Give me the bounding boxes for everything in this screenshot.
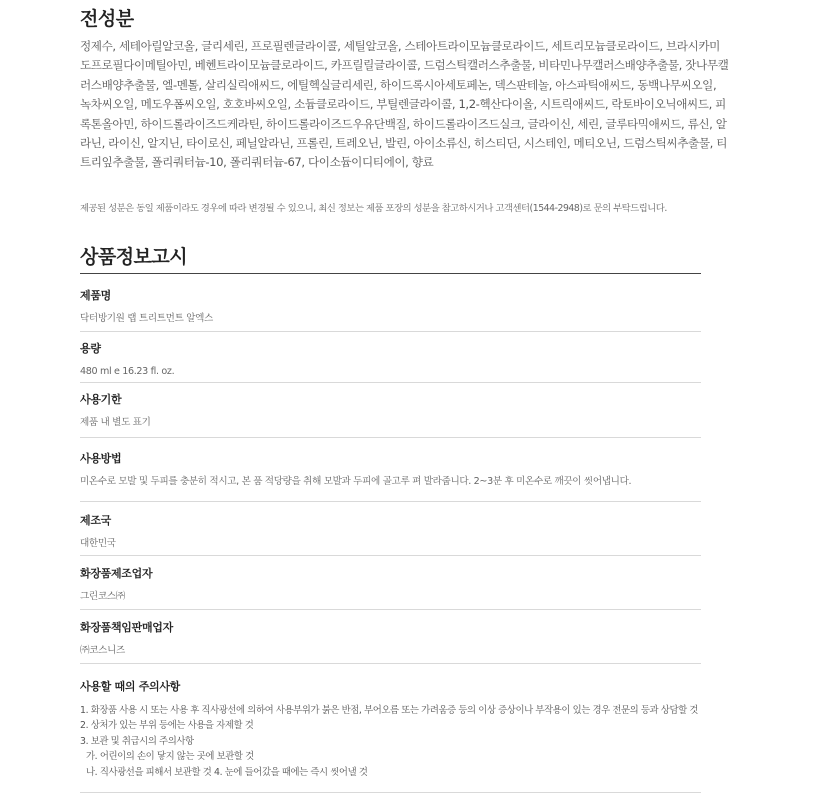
usage-cautions [80,680,701,780]
info-label: 용량 [80,342,101,355]
info-item-volume [80,342,701,378]
caution-line: 나. 직사광선을 피해서 보관할 것 4. 눈에 들어갔을 때에는 즉시 씻어낼 것 [86,766,368,778]
info-label: 화장품제조업자 [80,567,153,580]
info-value: ㈜코스니즈 [80,645,125,656]
info-item-usage [80,452,701,488]
info-value: 제품 내 별도 표기 [80,417,151,428]
caution-line: 3. 보관 및 취급시의 주의사항 [80,735,194,747]
product-info-title: 상품정보고시 [80,246,188,268]
ingredients-title: 전성분 [80,8,134,30]
caution-line: 1. 화장품 사용 시 또는 사용 후 직사광선에 의하여 사용부위가 붉은 반점, 부어오름 또는 가려움증 등의 이상 증상이나 부작용이 있는 경우 전문의 등과 상담할 것 [80,705,698,716]
info-label: 사용기한 [80,393,122,406]
info-divider [80,663,701,664]
info-value: 그린코스㈜ [80,591,125,602]
info-value: 닥터방기원 랩 트리트먼트 알엑스 [80,313,213,324]
info-divider [80,331,701,332]
caution-line: 2. 상처가 있는 부위 등에는 사용을 자제할 것 [80,720,254,732]
info-divider [80,555,701,556]
info-divider [80,792,701,793]
ingredients-list: 정제수, 세테아릴알코올, 글리세린, 프로필렌글라이콜, 세틸알코올, 스테아트라이모늄클로라이드, 세트리모늄클로라이드, 브라시카미도프로필다이메틸아민, 베헨트라이모늄클로라이드, 카프릴릴글라이콜, 드럼스틱캘러스추출물, 비타민나무캘러스배양추출물, 잣나무캘러스배양추출물, 엘-멘톨, 살리실릭애씨드, 에틸헥실글리세린, 하이드록시아세토페논, 덱스판테놀, 아스파틱애씨드, 동백나무씨오일, 녹차씨오일, 메도우폼씨오일, 호호바씨오일, 소듐클로라이드, 부틸렌글라이콜, 1,2-헥산다이올, 시트릭애씨드, 락토바이오닉애씨드, 피록톤올아민, 하이드롤라이즈드케라틴, 하이드롤라이즈드우유단백질, 하이드롤라이즈드실크, 글라이신, 세린, 글루타믹애씨드, 류신, 알라닌, 라이신, 알지닌, 타이로신, 페닐알라닌, 프롤린, 트레오닌, 발린, 아이소류신, 히스티딘, 시스테인, 메티오닌, 드럼스틱씨추출물, 티트리잎추출물, 폴리쿼터늄-10, 폴리쿼터늄-67, 다이소듐이디티에이, 향료 [80,39,729,170]
info-divider [80,609,701,610]
info-divider [80,382,701,383]
info-value: 미온수로 모발 및 두피를 충분히 적시고, 본 품 적당량을 취해 모발과 두피에 골고루 펴 발라줍니다. 2~3분 후 미온수로 깨끗이 씻어냅니다. [80,476,632,487]
info-item-product-name [80,289,701,325]
info-label: 제품명 [80,289,111,302]
info-item-country [80,514,701,550]
info-label: 화장품책임판매업자 [80,621,173,634]
info-divider [80,437,701,438]
cautions-label: 사용할 때의 주의사항 [80,680,180,693]
cautions-list [80,703,701,780]
info-label: 사용방법 [80,452,122,465]
info-divider [80,501,701,502]
info-item-manufacturer [80,567,701,603]
ingredients-notice: 제공된 성분은 동일 제품이라도 경우에 따라 변경될 수 있으니, 최신 정보는 제품 포장의 성분을 참고하시거나 고객센터(1544-2948)로 문의 부탁드립니다. [80,203,667,214]
info-value: 대한민국 [80,538,116,549]
info-label: 제조국 [80,514,111,527]
info-value: 480 ml e 16.23 fl. oz. [80,366,175,377]
info-item-expiry [80,393,701,429]
product-info-top-divider [80,273,701,274]
info-item-distributor [80,621,701,657]
caution-line: 가. 어린이의 손이 닿지 않는 곳에 보관할 것 [86,751,254,763]
